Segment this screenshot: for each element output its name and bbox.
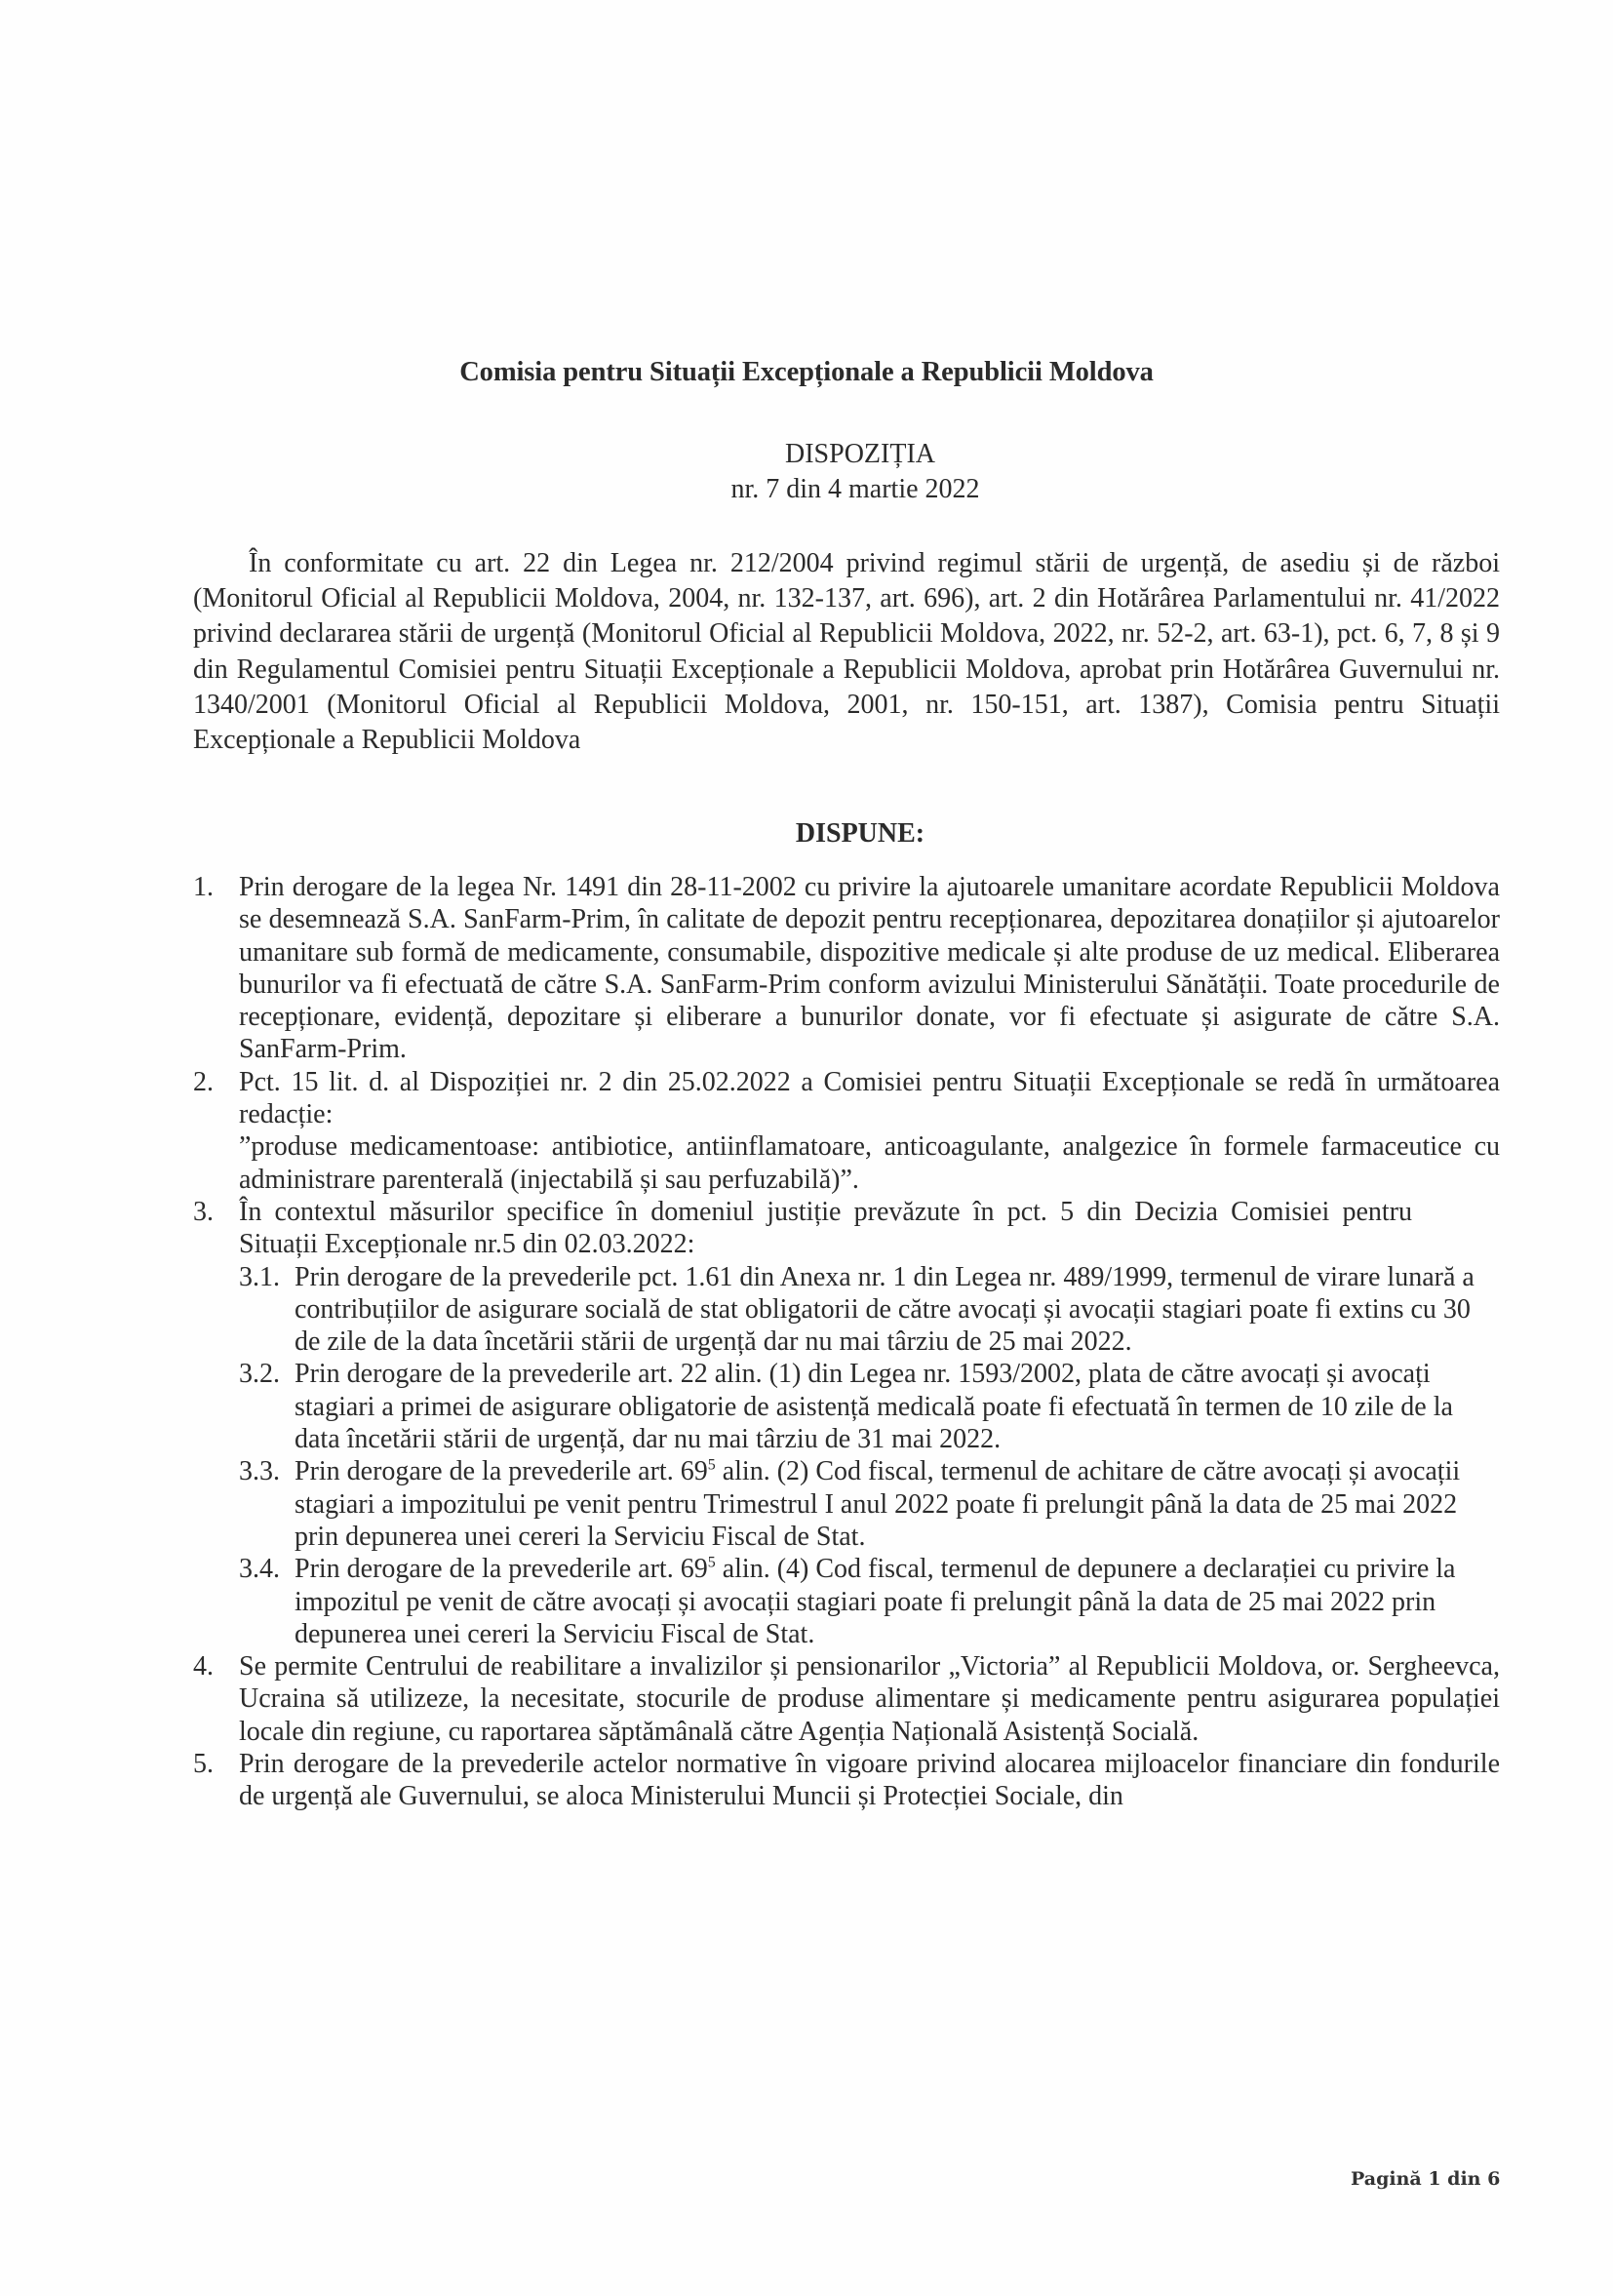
provision-text: În contextul măsurilor specifice în domeniul justiție prevăzute în pct. 5 din Decizia Comisiei pentru Situații Excepționale nr.5 din 02.03.2022: xyxy=(239,1196,1412,1260)
document-type-heading: DISPOZIȚIA xyxy=(785,439,935,469)
document-number: nr. 7 din 4 martie 2022 xyxy=(730,474,980,504)
subprovision-text-start: Prin derogare de la prevederile art. 69 xyxy=(295,1456,708,1487)
subprovision-text-start: Prin derogare de la prevederile art. 69 xyxy=(295,1554,708,1585)
subprovision-text xyxy=(295,1553,1500,1650)
provision-item xyxy=(193,1650,1500,1748)
provision-text: Se permite Centrului de reabilitare a invalizilor și pensionarilor „Victoria” al Republicii Moldova, or. Sergheevca, Ucraina să utilizeze, la necesitate, stocurile de produse alimentare și medicamente pentru asigurarea populației locale din regiune, cu raportarea săptămânală către Agenția Națională Asistență Socială. xyxy=(239,1651,1500,1747)
subprovision-item xyxy=(239,1455,1500,1553)
provision-text: Prin derogare de la legea Nr. 1491 din 28-11-2002 cu privire la ajutoarele umanitare acordate Republicii Moldova se desemnează S.A. SanFarm-Prim, în calitate de depozit pentru recepționarea, depozitarea donațiilor și ajutoarelor umanitare sub formă de medicamente, consumabile, dispozitive medicale și alte produse de uz medical. Eliberarea bunurilor va fi efectuată de către S.A. SanFarm-Prim conform avizului Ministerului Sănătății. Toate procedurile de recepționare, evidență, depozitare și eliberare a bunurilor donate, vor fi efectuate și asigurate de către S.A. SanFarm-Prim. xyxy=(239,872,1500,1065)
provisions-list xyxy=(193,871,1500,1813)
provision-item xyxy=(193,1196,1500,1650)
subprovision-number: 3.2. xyxy=(239,1359,280,1390)
provision-number: 1. xyxy=(193,872,214,902)
subprovision-number: 3.3. xyxy=(239,1456,280,1487)
provision-item xyxy=(193,871,1500,1066)
subprovision-text-end: alin. (4) Cod fiscal, termenul de depunere a declarației cu privire la impozitul pe venit de către avocați și avocații stagiari poate fi prelungit până la data de 25 mai 2022 prin depunerea unei cereri la Serviciu Fiscal de Stat. xyxy=(295,1554,1456,1649)
provision-number: 3. xyxy=(193,1196,214,1227)
superscript: 5 xyxy=(707,1457,716,1475)
provision-number: 4. xyxy=(193,1651,214,1682)
page-number-footer: Pagină 1 din 6 xyxy=(1351,2168,1501,2190)
subprovision-item xyxy=(239,1261,1500,1359)
provision-item xyxy=(193,1748,1500,1813)
subprovision-text: Prin derogare de la prevederile art. 22 alin. (1) din Legea nr. 1593/2002, plata de către avocați și avocați stagiari a primei de asigurare obligatorie de asistență medicală poate fi efectuată în termen de 10 zile de la data încetării stării de urgență, dar nu mai târziu de 31 mai 2022. xyxy=(295,1359,1453,1455)
provision-item xyxy=(193,1066,1500,1196)
subprovision-text xyxy=(295,1455,1500,1553)
quoted-amendment: ”produse medicamentoase: antibiotice, antiinflamatoare, anticoagulante, analgezice în formele farmaceutice cu administrare parenterală (injectabilă și sau perfuzabilă)”. xyxy=(239,1131,1500,1195)
subprovision-number: 3.1. xyxy=(239,1261,280,1292)
subprovision-text: Prin derogare de la prevederile pct. 1.61 din Anexa nr. 1 din Legea nr. 489/1999, termenul de virare lunară a contribuțiilor de asigurare socială de stat obligatorii de către avocați și avocații stagiari poate fi extins cu 30 de zile de la data încetării stării de urgență dar nu mai târziu de 25 mai 2022. xyxy=(295,1261,1475,1358)
subprovision-item xyxy=(239,1358,1500,1455)
provision-text: Pct. 15 lit. d. al Dispoziției nr. 2 din 25.02.2022 a Comisiei pentru Situații Excepționale se redă în următoarea redacție: xyxy=(239,1066,1500,1130)
organization-title: Comisia pentru Situații Excepționale a Republicii Moldova xyxy=(459,357,1154,387)
provision-text: Prin derogare de la prevederile actelor normative în vigoare privind alocarea mijloacelor financiare din fondurile de urgență ale Guvernului, se aloca Ministerului Muncii și Protecției Sociale, din xyxy=(239,1749,1500,1812)
preamble-paragraph: În conformitate cu art. 22 din Legea nr. 212/2004 privind regimul stării de urgență, de asediu și de război (Monitorul Oficial al Republicii Moldova, 2004, nr. 132-137, art. 696), art. 2 din Hotărârea Parlamentului nr. 41/2022 privind declararea stării de urgență (Monitorul Oficial al Republicii Moldova, 2022, nr. 52-2, art. 63-1), pct. 6, 7, 8 și 9 din Regulamentul Comisiei pentru Situații Excepționale a Republicii Moldova, aprobat prin Hotărârea Guvernului nr. 1340/2001 (Monitorul Oficial al Republicii Moldova, 2001, nr. 150-151, art. 1387), Comisia pentru Situații Excepționale a Republicii Moldova xyxy=(193,548,1500,756)
dispune-heading: DISPUNE: xyxy=(795,818,925,849)
subprovision-number: 3.4. xyxy=(239,1554,280,1585)
subprovision-text-end: alin. (2) Cod fiscal, termenul de achitare de către avocați și avocații stagiari a impozitului pe venit pentru Trimestrul I anul 2022 poate fi prelungit până la data de 25 mai 2022 prin depunerea unei cereri la Serviciu Fiscal de Stat. xyxy=(295,1456,1461,1552)
provision-number: 5. xyxy=(193,1749,214,1780)
subprovisions-list xyxy=(239,1261,1500,1651)
superscript: 5 xyxy=(707,1554,716,1571)
subprovision-item xyxy=(239,1553,1500,1650)
provision-number: 2. xyxy=(193,1066,214,1097)
